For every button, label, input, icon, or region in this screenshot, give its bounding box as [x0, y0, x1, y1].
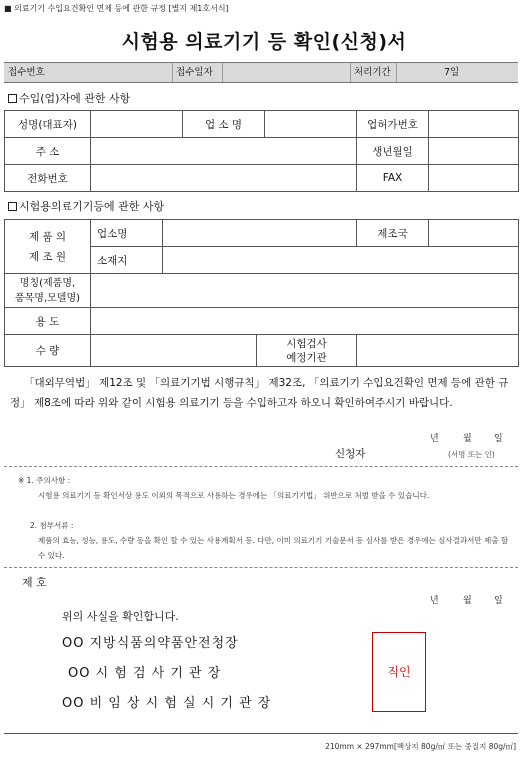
country-field[interactable]: [429, 220, 519, 247]
confirm-date-day: 일: [494, 596, 503, 606]
applicant-label: 신청자: [335, 448, 366, 460]
birth-date-field[interactable]: [429, 138, 519, 165]
address-field[interactable]: [91, 138, 357, 165]
application-date-day: 일: [494, 434, 503, 444]
issue-number-label: 제 호: [22, 576, 47, 589]
purpose-field[interactable]: [91, 308, 519, 335]
note-2-body: 제품의 효능, 성능, 용도, 수량 등을 확인 할 수 있는 사용계획서 등. 다만, 이미 의료기기 기술문서 등 심사를 받은 경우에는 심사결과서만 제출 할 수 있다.: [38, 536, 509, 560]
business-name-field[interactable]: [265, 111, 357, 138]
bottom-divider: [4, 733, 518, 734]
note-2-title: 2. 첨부서류 :: [30, 521, 74, 530]
test-org-field[interactable]: [357, 335, 519, 367]
device-business-name-label: 업소명: [91, 220, 163, 247]
divider-dashed: [4, 466, 518, 467]
device-origin-label: 제 품 의 제 조 원: [5, 220, 91, 274]
receipt-number-label: 접수번호: [8, 67, 45, 78]
paper-spec-footer: 210mm × 297mm[백상지 80g/㎡ 또는 중질지 80g/㎡]: [325, 742, 516, 751]
application-statement: 「대외무역법」 제12조 및 「의료기기법 시행규칙」 제32조, 「의료기기 수입요건확인 면제 등에 관한 규정」 제8조에 따라 위와 같이 시험용 의료기기 등을 수입하고자 하오니 확인하여주시기 바랍니다.: [10, 377, 509, 409]
note-1-body: 시험용 의료기기 등 확인서상 용도 이외의 목적으로 사용하는 경우에는 「의료기기법」 위반으로 처벌 받을 수 있습니다.: [38, 491, 430, 500]
fax-field[interactable]: [429, 165, 519, 192]
application-date-year: 년: [430, 434, 439, 444]
authority-regional-fda: OO 지방식품의약품안전청장: [62, 636, 239, 651]
license-no-label: 업허가번호: [357, 111, 429, 138]
receipt-bar: [4, 62, 518, 83]
device-table: [4, 219, 519, 367]
phone-field[interactable]: [91, 165, 357, 192]
product-name-label: 명칭(제품명, 품목명,모델명): [5, 274, 91, 308]
location-field[interactable]: [163, 247, 519, 274]
location-label: 소재지: [91, 247, 163, 274]
purpose-label: 용 도: [5, 308, 91, 335]
section-importer-heading: [8, 90, 130, 106]
section-device-heading: [8, 198, 164, 214]
section-device-label: 시험용의료기기등에 관한 사항: [19, 200, 165, 213]
fax-label: FAX: [357, 165, 429, 192]
country-label: 제조국: [357, 220, 429, 247]
birth-date-label: 생년월일: [357, 138, 429, 165]
note-1-title: ※ 1. 주의사항 :: [18, 476, 71, 485]
importer-table: [4, 110, 519, 192]
checkbox-icon: [8, 94, 17, 103]
quantity-label: 수 량: [5, 335, 91, 367]
section-importer-label: 수입(업)자에 관한 사항: [19, 92, 131, 105]
test-org-label: 시험검사 예정기관: [257, 335, 357, 367]
page-title: 시험용 의료기기 등 확인(신청)서: [121, 31, 407, 53]
checkbox-icon: [8, 202, 17, 211]
product-name-field[interactable]: [91, 274, 519, 308]
receipt-date-label: 접수일자: [176, 67, 213, 78]
application-date-month: 월: [463, 434, 472, 444]
official-seal-box: 직인: [372, 632, 426, 712]
rep-name-label: 성명(대표자): [5, 111, 91, 138]
authority-nonclinical-institution: OO 비 임 상 시 험 실 시 기 관 장: [62, 696, 272, 711]
processing-period-label: 처리기간: [354, 67, 391, 78]
confirm-date-month: 월: [463, 596, 472, 606]
phone-label: 전화번호: [5, 165, 91, 192]
quantity-field[interactable]: [91, 335, 257, 367]
signature-hint: (서명 또는 인): [448, 450, 495, 459]
license-no-field[interactable]: [429, 111, 519, 138]
confirm-date-year: 년: [430, 596, 439, 606]
form-header-note: ■ 의료기기 수입요건확인 면제 등에 관한 규정 [별지 제1호서식]: [4, 4, 229, 13]
rep-name-field[interactable]: [91, 111, 183, 138]
divider-dashed: [4, 567, 518, 568]
confirm-text: 위의 사실을 확인합니다.: [62, 610, 179, 623]
device-business-name-field[interactable]: [163, 220, 357, 247]
address-label: 주 소: [5, 138, 91, 165]
authority-test-institution: OO 시 험 검 사 기 관 장: [68, 666, 222, 681]
business-name-label: 업 소 명: [183, 111, 265, 138]
processing-period-value: 7일: [444, 67, 460, 78]
